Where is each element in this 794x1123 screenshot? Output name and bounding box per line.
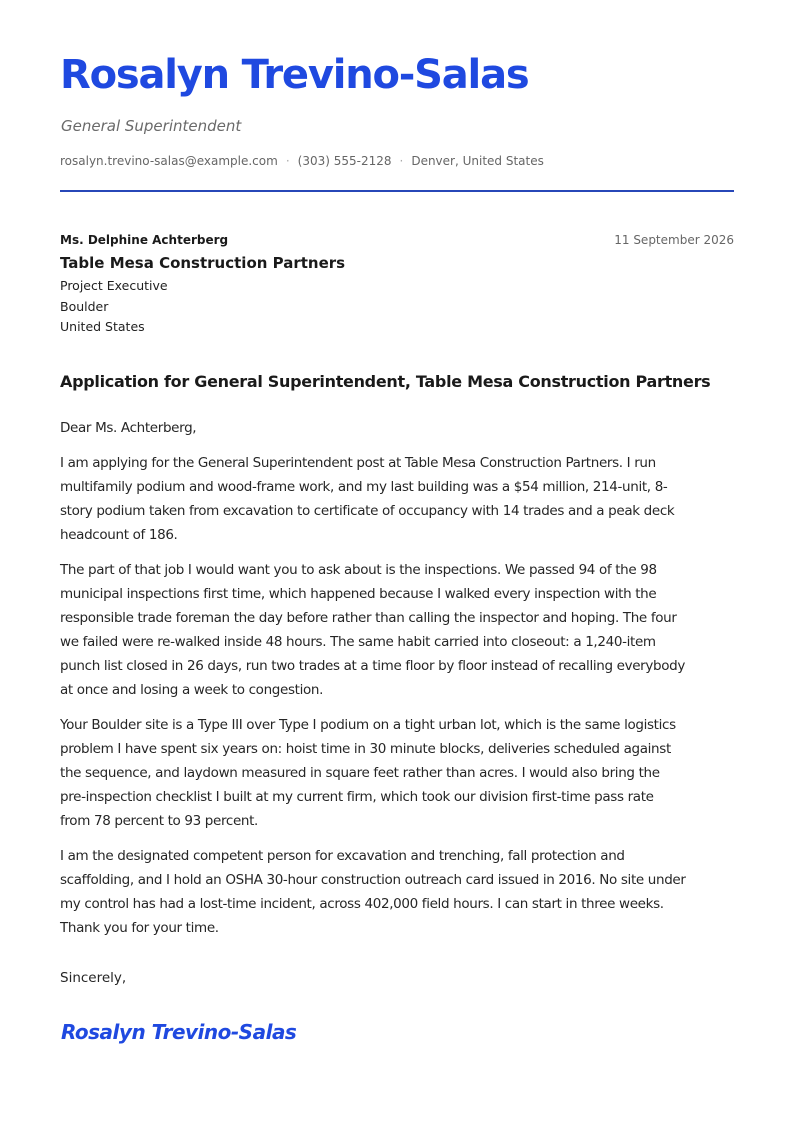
text-line: story podium taken from excavation to certificate of occupancy with 14 trades and a peak deck (60, 503, 675, 519)
applicant-name: Rosalyn Trevino-Salas (60, 52, 529, 98)
text-line: my control has had a lost-time incident, across 402,000 field hours. I can start in three weeks. (60, 896, 664, 912)
text-line: municipal inspections first time, which happened because I walked every inspection with the (60, 586, 657, 602)
text-line: The part of that job I would want you to ask about is the inspections. We passed 94 of the 98 (60, 562, 657, 578)
signature: Rosalyn Trevino-Salas (61, 1020, 297, 1044)
letter-date: 11 September 2026 (614, 233, 734, 247)
body-paragraph (60, 713, 734, 833)
text-line: I am applying for the General Superintendent post at Table Mesa Construction Partners. I run (60, 455, 656, 471)
body-paragraph (60, 558, 734, 702)
phone-number[interactable]: (303) 555-2128 (297, 154, 392, 168)
body-paragraph (60, 844, 734, 940)
text-line: the sequence, and laydown measured in square feet rather than acres. I would also bring the (60, 765, 660, 781)
text-line: responsible trade foreman the day before rather than calling the inspector and hoping. The four (60, 610, 677, 626)
letter-subject: Application for General Superintendent, Table Mesa Construction Partners (60, 372, 711, 391)
contact-line (60, 154, 544, 168)
recipient-name: Ms. Delphine Achterberg (60, 233, 229, 247)
salutation: Dear Ms. Achterberg, (60, 420, 197, 436)
text-line: punch list closed in 26 days, run two trades at a time floor by floor instead of recalling everybody (60, 658, 685, 674)
text-line: problem I have spent six years on: hoist time in 30 minute blocks, deliveries scheduled against (60, 741, 671, 757)
text-line: from 78 percent to 93 percent. (60, 813, 258, 829)
text-line: scaffolding, and I hold an OSHA 30-hour construction outreach card issued in 2016. No site under (60, 872, 686, 888)
recipient-role: Project Executive (60, 278, 168, 293)
text-line: pre-inspection checklist I built at my current firm, which took our division first-time pass rate (60, 789, 654, 805)
contact-separator: · (285, 154, 290, 168)
closing: Sincerely, (60, 970, 127, 986)
recipient-company: Table Mesa Construction Partners (60, 254, 346, 272)
text-line: I am the designated competent person for excavation and trenching, fall protection and (60, 848, 625, 864)
letter-body (60, 416, 734, 951)
text-line: Thank you for your time. (60, 920, 219, 936)
text-line: Your Boulder site is a Type III over Type I podium on a tight urban lot, which is the same logistics (60, 717, 676, 733)
text-line: multifamily podium and wood-frame work, and my last building was a $54 million, 214-unit, 8- (60, 479, 668, 495)
applicant-title: General Superintendent (61, 117, 242, 135)
text-line: at once and losing a week to congestion. (60, 682, 324, 698)
text-line: we failed were re-walked inside 48 hours. The same habit carried into closeout: a 1,240-item (60, 634, 656, 650)
text-line: headcount of 186. (60, 527, 178, 543)
email-link[interactable]: rosalyn.trevino-salas@example.com (60, 154, 278, 168)
location: Denver, United States (411, 154, 544, 168)
recipient-country: United States (60, 319, 145, 334)
header-divider (60, 190, 734, 192)
body-paragraph (60, 451, 734, 547)
recipient-city: Boulder (60, 299, 109, 314)
contact-separator: · (399, 154, 404, 168)
